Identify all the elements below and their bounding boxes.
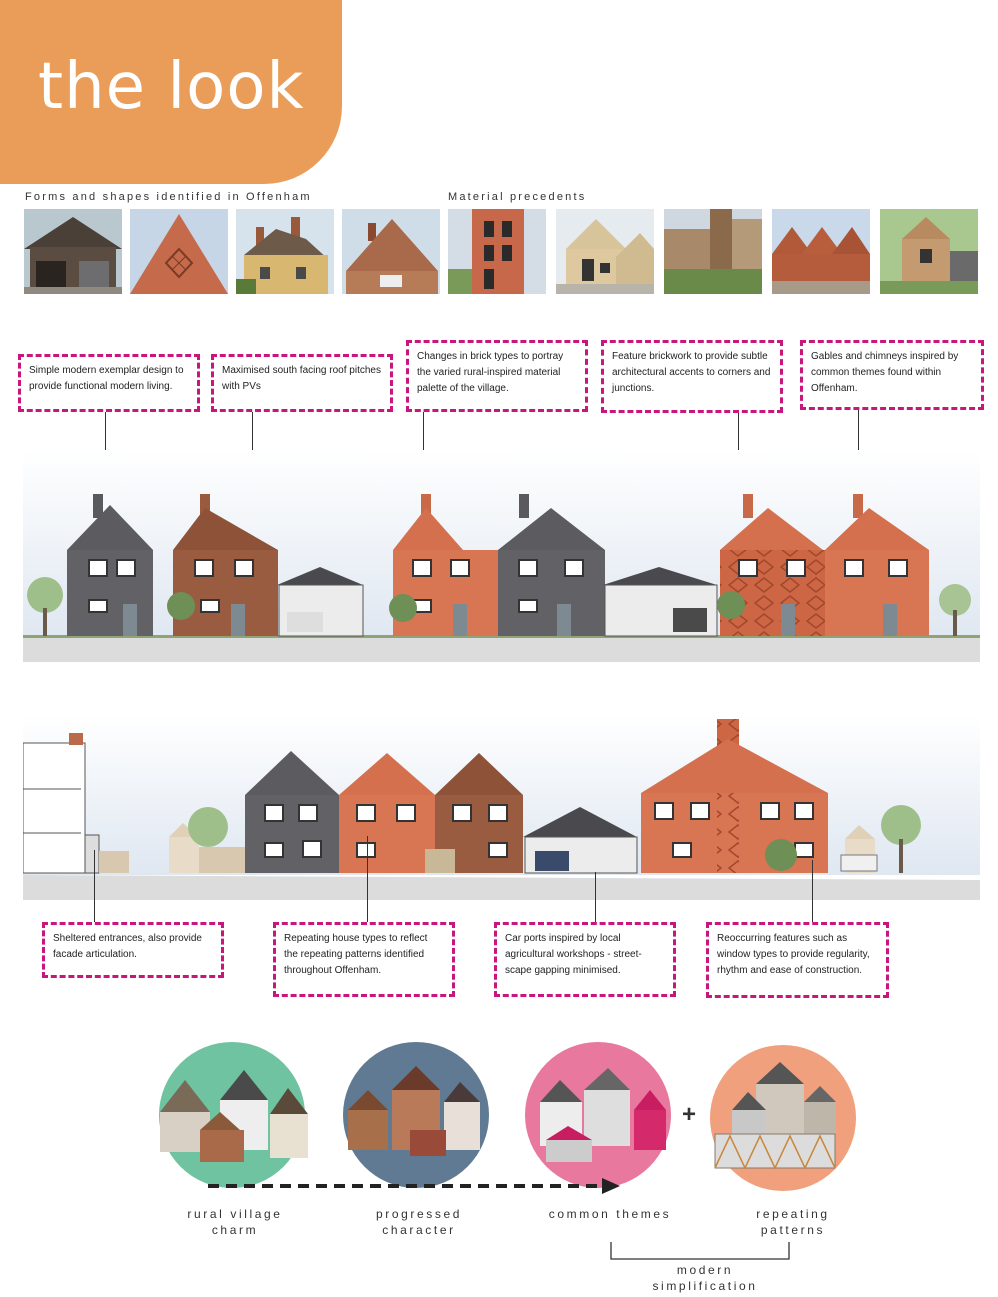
label-line: charm [211,1223,259,1237]
callout-south-facing-roof: Maximised south facing roof pitches with PVs [211,354,393,412]
label-progressed-character [344,1206,494,1238]
label-modern-simplification [630,1262,780,1294]
label-line: rural village [187,1207,283,1221]
leader-line [94,850,95,924]
label-common-themes [520,1206,700,1222]
label-line: progressed [375,1207,463,1221]
callout-brick-types: Changes in brick types to portray the varied rural-inspired material palette of the village. [406,340,588,412]
street-elevation-bottom [23,715,980,900]
callout-sheltered-entrances: Sheltered entrances, also provide facade articulation. [42,922,224,978]
callout-car-ports: Car ports inspired by local agricultural workshops - street-scape gapping minimised. [494,922,676,997]
pale-brick-gable-houses-photo [556,209,654,294]
character-circles [140,1040,880,1200]
bracket [608,1242,792,1262]
label-rural-village-charm [160,1206,310,1238]
brick-chimney-street-photo [664,209,762,294]
gable-house-chimney-photo [342,209,440,294]
yellow-cottage-chimneys-photo [236,209,334,294]
callout-reoccurring-features: Reoccurring features such as window types to provide regularity, rhythm and ease of construction. [706,922,889,998]
label-line: common themes [548,1207,672,1221]
callout-repeating-house-types: Repeating house types to reflect the repeating patterns identified throughout Offenham. [273,922,455,997]
header-banner [0,0,342,184]
label-repeating-patterns [718,1206,868,1238]
label-line: character [382,1223,456,1237]
street-elevation-top [23,450,980,662]
callout-gables-chimneys: Gables and chimneys inspired by common themes found within Offenham. [800,340,984,410]
plus-symbol: + [682,1101,697,1128]
label-line: patterns [760,1223,826,1237]
brick-gable-diamond-pattern-photo [130,209,228,294]
leader-line [367,836,368,924]
label-line: modern [676,1263,734,1277]
page-title: the look [38,50,305,124]
brick-townhouse-photo [448,209,546,294]
leader-line [595,872,596,923]
materials-section-label: Material precedents [448,191,587,203]
red-gable-terrace-photo [772,209,870,294]
leader-line [812,860,813,924]
wooden-barn-garage-photo [24,209,122,294]
label-line: repeating [756,1207,830,1221]
forms-section-label: Forms and shapes identified in Offenham [25,191,312,203]
callout-simple-modern-design: Simple modern exemplar design to provide functional modern living. [18,354,200,412]
callout-feature-brickwork: Feature brickwork to provide subtle architectural accents to corners and junctions. [601,340,783,413]
brick-gable-house-garden-photo [880,209,978,294]
label-line: simplification [652,1279,758,1293]
